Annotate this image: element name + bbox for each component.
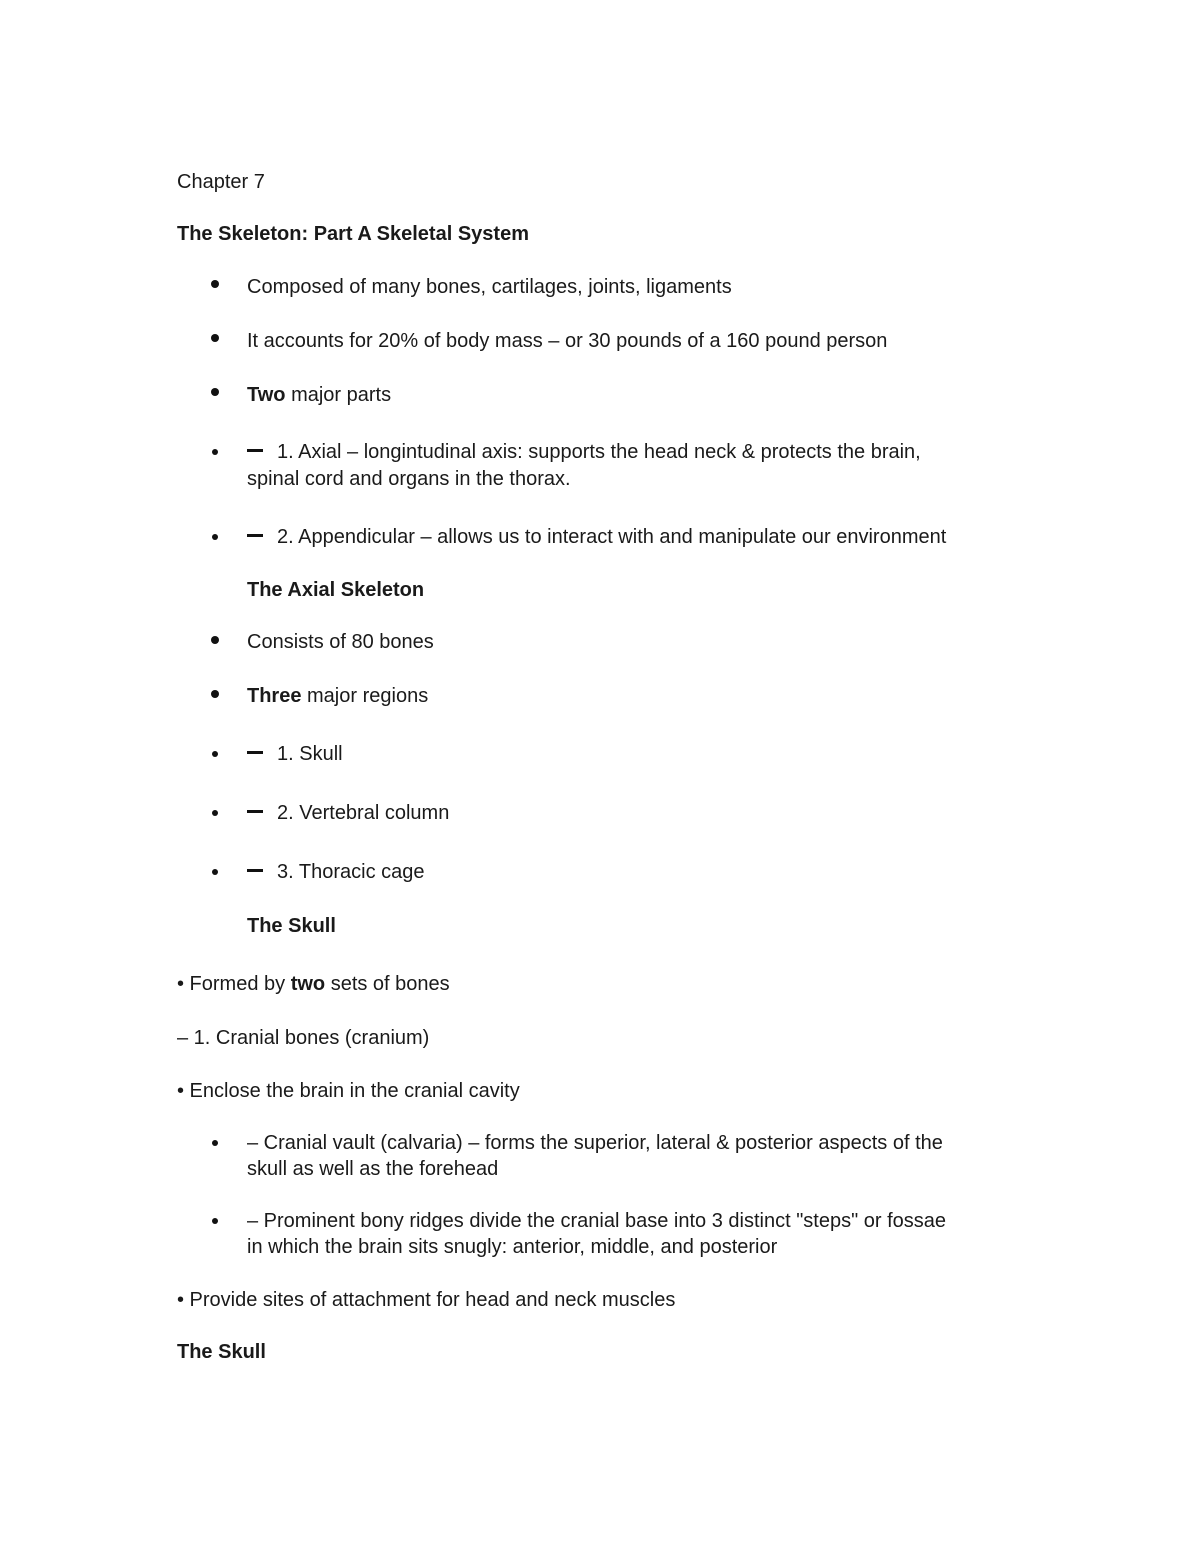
dash-icon (247, 869, 263, 872)
list-item-region (247, 800, 449, 826)
list-item-continuation: in which the brain sits snugly: anterior, middle, and posterior (247, 1236, 778, 1258)
paragraph-formed (177, 971, 450, 997)
list-item: Consists of 80 bones (247, 631, 434, 653)
bold-word: two (290, 973, 326, 995)
list-item-three-regions (247, 683, 428, 709)
bullet-icon (211, 388, 219, 396)
bullet-icon (211, 280, 219, 288)
list-item-region (247, 741, 343, 767)
dash-icon (247, 751, 263, 754)
section-heading-skull-2: The Skull (177, 1341, 266, 1363)
paragraph-text: sets of bones (325, 973, 450, 995)
list-item-continuation: spinal cord and organs in the thorax. (247, 468, 571, 490)
list-item-text: 1. Axial – longintudinal axis: supports the head neck & protects the brain, (277, 441, 921, 463)
paragraph-text: • Formed by (177, 973, 291, 995)
list-item-text: major parts (285, 384, 392, 406)
bullet-icon (212, 869, 218, 875)
dash-icon (247, 810, 263, 813)
bullet-icon (212, 1140, 218, 1146)
list-item: It accounts for 20% of body mass – or 30 pounds of a 160 pound person (247, 330, 888, 352)
bullet-icon (211, 690, 219, 698)
list-item-continuation: skull as well as the forehead (247, 1158, 499, 1180)
paragraph-provide: • Provide sites of attachment for head and neck muscles (177, 1289, 676, 1311)
list-item-region (247, 859, 425, 885)
list-item-text: 3. Thoracic cage (277, 861, 425, 883)
chapter-label: Chapter 7 (177, 171, 265, 193)
bold-word: Three (247, 685, 302, 707)
section-heading-skull: The Skull (247, 915, 336, 937)
list-item-text: 2. Vertebral column (277, 802, 450, 824)
list-item-two-parts (247, 382, 391, 408)
list-item-vault: – Cranial vault (calvaria) – forms the superior, lateral & posterior aspects of the (247, 1132, 943, 1154)
list-item-text: major regions (301, 685, 429, 707)
bullet-icon (212, 449, 218, 455)
paragraph-enclose: • Enclose the brain in the cranial cavity (177, 1080, 520, 1102)
list-item-text: 2. Appendicular – allows us to interact with and manipulate our environment (277, 526, 947, 548)
list-item-text: 1. Skull (277, 743, 343, 765)
section-heading-axial: The Axial Skeleton (247, 579, 425, 601)
bold-word: Two (247, 384, 286, 406)
list-item: Composed of many bones, cartilages, joints, ligaments (247, 276, 732, 298)
dash-icon (247, 449, 263, 452)
paragraph-cranial-bones: – 1. Cranial bones (cranium) (177, 1027, 430, 1049)
bullet-icon (212, 810, 218, 816)
list-item-ridges: – Prominent bony ridges divide the cranial base into 3 distinct "steps" or fossae (247, 1210, 947, 1232)
list-item-axial (247, 439, 921, 465)
list-item-appendicular (247, 524, 946, 550)
bullet-icon (211, 334, 219, 342)
bullet-icon (212, 751, 218, 757)
bullet-icon (211, 636, 219, 644)
dash-icon (247, 534, 263, 537)
bullet-icon (212, 1218, 218, 1224)
bullet-icon (212, 534, 218, 540)
main-title: The Skeleton: Part A Skeletal System (177, 223, 529, 245)
